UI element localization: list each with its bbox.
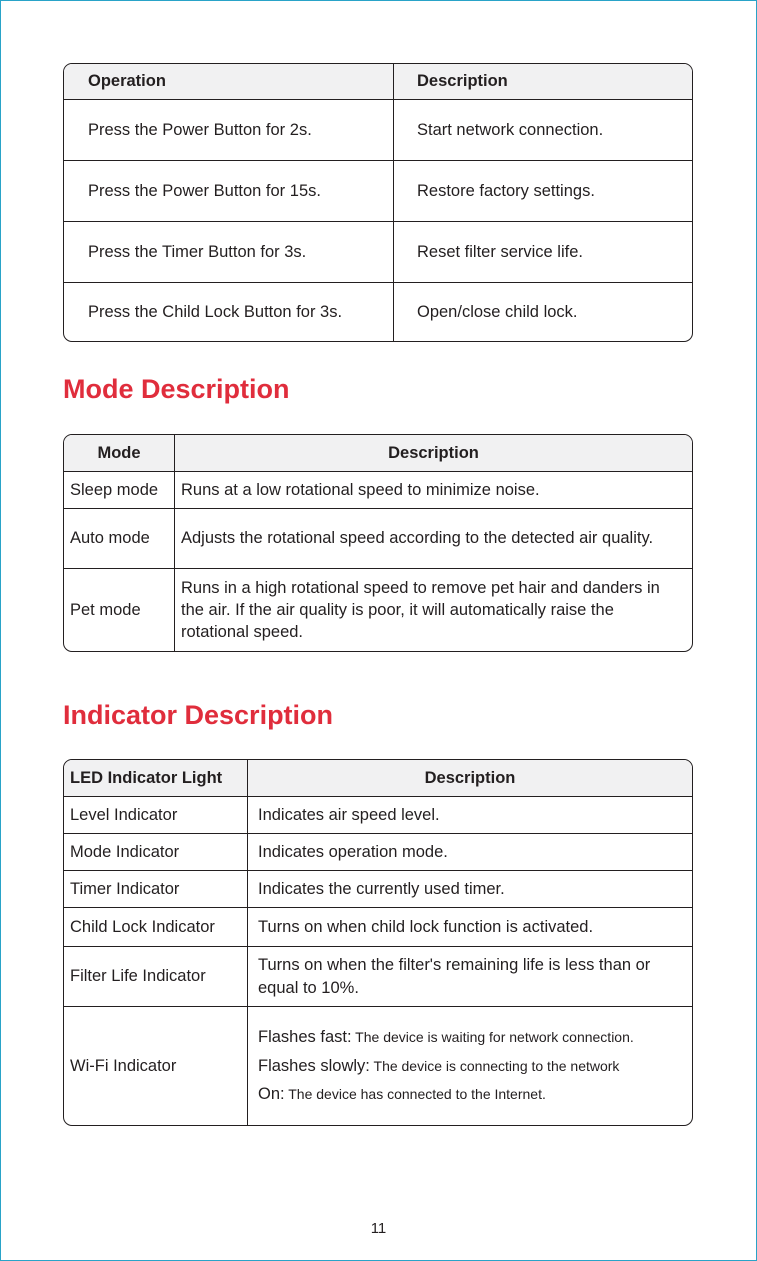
description-cell: Start network connection.	[394, 100, 692, 161]
wifi-state-flashes-slowly	[258, 1052, 684, 1081]
description-cell: Turns on when child lock function is activated.	[248, 908, 692, 947]
indicator-section-title: Indicator Description	[63, 700, 334, 730]
indicator-cell: Filter Life Indicator	[64, 947, 248, 1007]
indicator-table	[63, 759, 693, 1126]
wifi-state-key: Flashes slowly:	[258, 1056, 370, 1075]
wifi-state-flashes-fast	[258, 1023, 684, 1052]
wifi-description-cell	[248, 1007, 692, 1125]
mode-cell: Sleep mode	[64, 472, 175, 509]
header-description: Description	[175, 435, 692, 472]
wifi-state-text: The device is waiting for network connection.	[351, 1028, 634, 1045]
table-row	[64, 222, 692, 283]
mode-cell: Auto mode	[64, 509, 175, 569]
description-cell: Restore factory settings.	[394, 161, 692, 222]
header-mode: Mode	[64, 435, 175, 472]
description-cell: Runs in a high rotational speed to remove pet hair and danders in the air. If the air quality is poor, it will automatically raise the rotational speed.	[181, 578, 660, 642]
table-row	[64, 871, 692, 908]
operation-cell: Press the Power Button for 15s.	[64, 161, 394, 222]
wifi-state-key: On:	[258, 1085, 285, 1104]
table-header-row	[64, 64, 692, 100]
table-row	[64, 283, 692, 341]
wifi-state-on	[258, 1080, 684, 1109]
description-cell: Reset filter service life.	[394, 222, 692, 283]
table-header-row	[64, 435, 692, 472]
table-row	[64, 947, 692, 1007]
table-row	[64, 1007, 692, 1125]
indicator-cell: Level Indicator	[64, 797, 248, 834]
table-row	[64, 834, 692, 871]
table-row	[64, 509, 692, 569]
operation-table	[63, 63, 693, 342]
header-description: Description	[248, 760, 692, 797]
table-row	[64, 908, 692, 947]
operation-cell: Press the Timer Button for 3s.	[64, 222, 394, 283]
description-cell: Adjusts the rotational speed according to the detected air quality.	[175, 509, 692, 569]
table-row	[64, 569, 692, 651]
indicator-cell: Mode Indicator	[64, 834, 248, 871]
table-row	[64, 472, 692, 509]
operation-cell: Press the Power Button for 2s.	[64, 100, 394, 161]
indicator-cell: Timer Indicator	[64, 871, 248, 908]
wifi-state-text: The device is connecting to the network	[369, 1057, 620, 1074]
header-description: Description	[394, 64, 692, 100]
table-header-row	[64, 760, 692, 797]
mode-table	[63, 434, 693, 652]
header-operation: Operation	[64, 64, 394, 100]
description-cell: Runs at a low rotational speed to minimize noise.	[175, 472, 692, 509]
wifi-state-key: Flashes fast:	[258, 1027, 352, 1046]
operation-cell: Press the Child Lock Button for 3s.	[64, 283, 394, 341]
mode-section-title: Mode Description	[63, 374, 290, 404]
description-cell: Indicates air speed level.	[248, 797, 692, 834]
indicator-cell: Wi-Fi Indicator	[64, 1007, 248, 1125]
header-led-indicator: LED Indicator Light	[64, 760, 248, 797]
description-cell: Indicates the currently used timer.	[248, 871, 692, 908]
description-cell: Indicates operation mode.	[248, 834, 692, 871]
description-cell: Open/close child lock.	[417, 302, 578, 321]
indicator-cell: Child Lock Indicator	[64, 908, 248, 947]
table-row	[64, 797, 692, 834]
wifi-state-text: The device has connected to the Internet.	[284, 1086, 546, 1103]
description-cell: Turns on when the filter's remaining life is less than or equal to 10%.	[248, 947, 692, 1007]
table-row	[64, 100, 692, 161]
table-row	[64, 161, 692, 222]
page-number: 11	[370, 1220, 387, 1237]
mode-cell: Pet mode	[64, 569, 175, 651]
